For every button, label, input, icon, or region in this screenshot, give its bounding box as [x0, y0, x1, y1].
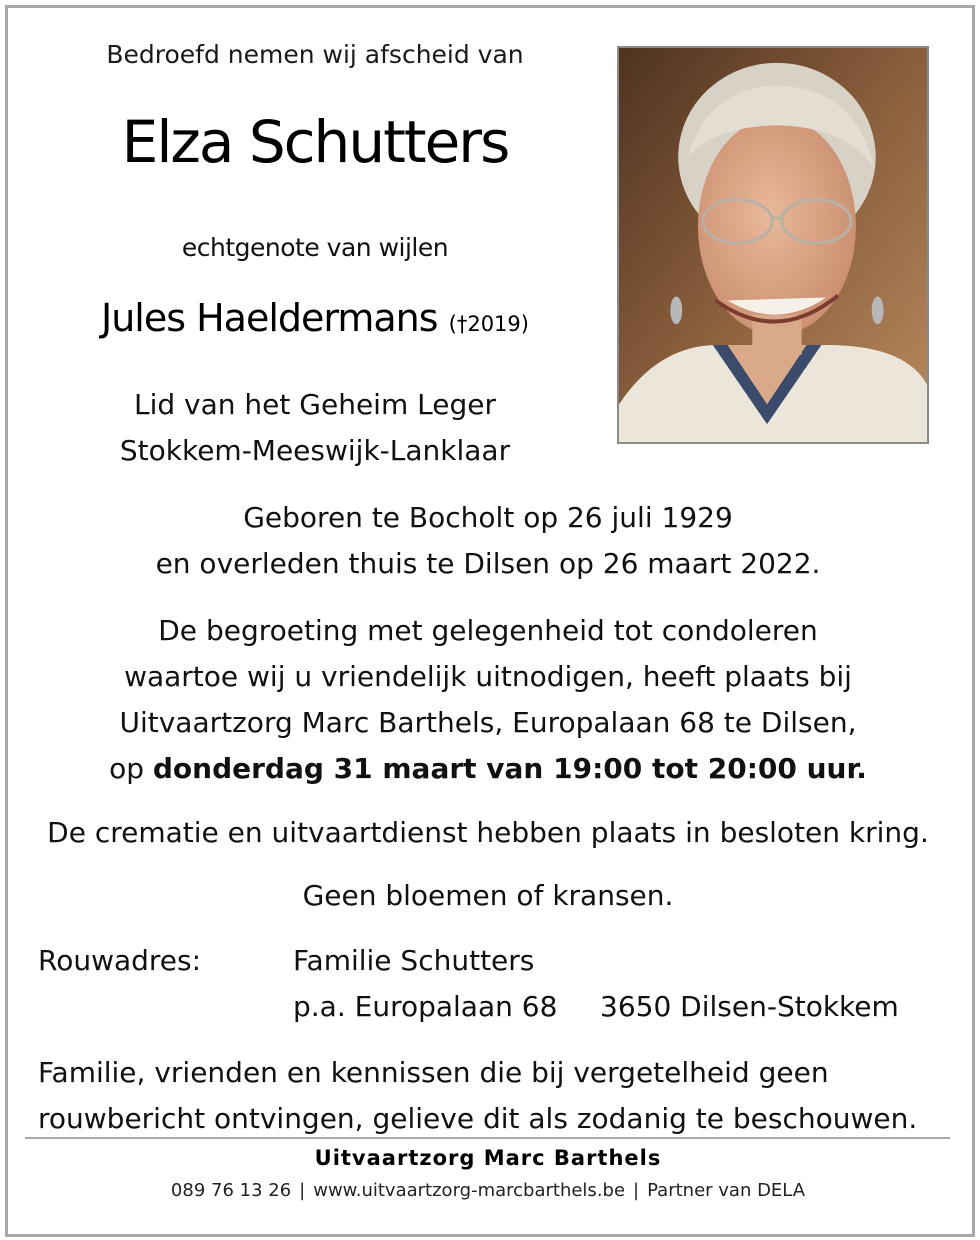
portrait-photo [617, 46, 929, 444]
footer-separator: | [633, 1180, 640, 1201]
footer-divider [25, 1137, 950, 1139]
footer-website[interactable]: www.uitvaartzorg-marcbarthels.be [313, 1180, 626, 1201]
birth-death-info [20, 495, 956, 587]
address-name: Familie Schutters [293, 944, 535, 977]
address-label: Rouwadres: [38, 944, 202, 977]
portrait-illustration [619, 48, 927, 442]
spouse-death-year: (†2019) [448, 312, 529, 336]
spouse-name: Jules Haeldermans [101, 296, 438, 340]
closing-line-2: rouwbericht ontvingen, gelieve dit als zodanig te beschouwen. [38, 1102, 918, 1135]
intro-text: Bedroefd nemen wij afscheid van [106, 40, 524, 69]
spouse-intro: echtgenote van wijlen [181, 233, 449, 262]
visit-line-4 [20, 746, 956, 792]
visit-line-3: Uitvaartzorg Marc Barthels, Europalaan 68 te Dilsen, [119, 706, 857, 739]
closing-note [38, 1050, 948, 1142]
visit-datetime: donderdag 31 maart van 19:00 tot 20:00 uur. [152, 752, 867, 785]
born-line-2: en overleden thuis te Dilsen op 26 maart 2022. [155, 547, 821, 580]
footer-contact [20, 1180, 956, 1201]
born-line-1: Geboren te Bocholt op 26 juli 1929 [243, 501, 733, 534]
footer-company: Uitvaartzorg Marc Barthels [314, 1146, 662, 1170]
footer-partner: Partner van DELA [647, 1180, 806, 1201]
address-city: 3650 Dilsen-Stokkem [600, 990, 899, 1023]
membership-line-2: Stokkem-Meeswijk-Lanklaar [119, 434, 511, 467]
membership [40, 382, 590, 474]
visit-line-4-prefix: op [109, 752, 144, 785]
spouse-line [40, 296, 590, 340]
deceased-name: Elza Schutters [121, 108, 509, 176]
visitation-info [20, 608, 956, 792]
cremation-info: De crematie en uitvaartdienst hebben plaats in besloten kring. [47, 816, 929, 849]
closing-line-1: Familie, vrienden en kennissen die bij vergetelheid geen [38, 1056, 829, 1089]
membership-line-1: Lid van het Geheim Leger [134, 388, 496, 421]
flowers-info: Geen bloemen of kransen. [302, 879, 674, 912]
address-street: p.a. Europalaan 68 [293, 990, 558, 1023]
footer-separator: | [299, 1180, 306, 1201]
visit-line-2: waartoe wij u vriendelijk uitnodigen, heeft plaats bij [124, 660, 852, 693]
footer-phone: 089 76 13 26 [170, 1180, 292, 1201]
visit-line-1: De begroeting met gelegenheid tot condoleren [158, 614, 818, 647]
